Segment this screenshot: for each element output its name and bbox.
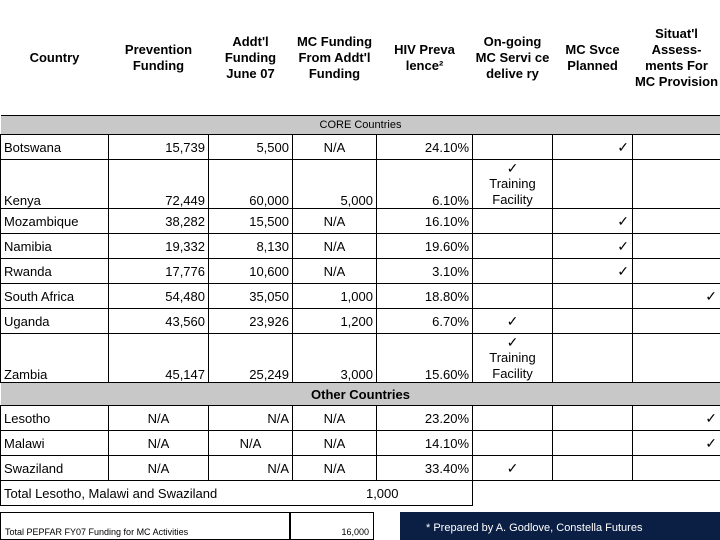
credit-banner: * Prepared by A. Godlove, Constella Futures <box>400 512 720 540</box>
table-row <box>1 234 720 259</box>
cell-planned <box>553 406 633 431</box>
cell-assess <box>633 334 720 383</box>
cell-mc: 1,000 <box>293 284 377 309</box>
footer <box>0 512 720 540</box>
cell-assess <box>633 209 720 234</box>
cell-addtl: 23,926 <box>209 309 293 334</box>
cell-hiv: 6.70% <box>377 309 473 334</box>
section-other <box>1 383 720 406</box>
check-icon: ✓ <box>473 309 553 334</box>
cell-planned <box>553 334 633 383</box>
cell-mc: N/A <box>293 456 377 481</box>
total-lms-value: 1,000 <box>293 481 473 506</box>
cell-planned <box>553 431 633 456</box>
cell-country: Rwanda <box>1 259 109 284</box>
cell-prevention: 15,739 <box>109 135 209 160</box>
cell-prevention: N/A <box>109 456 209 481</box>
cell-assess <box>633 259 720 284</box>
cell-mc: 3,000 <box>293 334 377 383</box>
cell-hiv: 18.80% <box>377 284 473 309</box>
cell-hiv: 24.10% <box>377 135 473 160</box>
check-icon: ✓ <box>633 406 720 431</box>
cell-country: Lesotho <box>1 406 109 431</box>
cell-addtl: 15,500 <box>209 209 293 234</box>
cell-assess <box>633 456 720 481</box>
cell-ongoing <box>473 160 553 209</box>
cell-ongoing <box>473 431 553 456</box>
cell-addtl: N/A <box>209 431 293 456</box>
cell-prevention: 17,776 <box>109 259 209 284</box>
header-assessments: Situat'l Assess- ments For MC Provision <box>633 0 720 116</box>
cell-hiv: 33.40% <box>377 456 473 481</box>
header-row <box>1 0 720 116</box>
check-icon: ✓ <box>506 160 519 176</box>
cell-addtl: 5,500 <box>209 135 293 160</box>
training-facility-label: Training Facility <box>489 350 536 381</box>
check-icon: ✓ <box>553 209 633 234</box>
cell-ongoing <box>473 406 553 431</box>
cell-country: Namibia <box>1 234 109 259</box>
table-row <box>1 406 720 431</box>
cell-addtl: N/A <box>209 456 293 481</box>
header-mc-planned: MC Svce Planned <box>553 0 633 116</box>
cell-hiv: 15.60% <box>377 334 473 383</box>
cell-addtl: 60,000 <box>209 160 293 209</box>
cell-prevention: 43,560 <box>109 309 209 334</box>
header-hiv-prevalence: HIV Preva lence² <box>377 0 473 116</box>
section-other-label: Other Countries <box>1 383 720 406</box>
cell-planned <box>553 309 633 334</box>
training-facility-label: Training Facility <box>489 176 536 207</box>
cell-addtl: 10,600 <box>209 259 293 284</box>
header-prevention: Prevention Funding <box>109 0 209 116</box>
table-row <box>1 135 720 160</box>
cell-ongoing <box>473 234 553 259</box>
cell-prevention: 45,147 <box>109 334 209 383</box>
section-core-label: CORE Countries <box>1 116 720 135</box>
check-icon: ✓ <box>473 456 553 481</box>
total-lms-label: Total Lesotho, Malawi and Swaziland <box>1 481 293 506</box>
table-row <box>1 284 720 309</box>
check-icon: ✓ <box>553 135 633 160</box>
total-lms-row <box>1 481 720 506</box>
header-mc-funding: MC Funding From Addt'l Funding <box>293 0 377 116</box>
cell-assess <box>633 309 720 334</box>
table-row <box>1 160 720 209</box>
cell-planned <box>553 456 633 481</box>
cell-prevention: 19,332 <box>109 234 209 259</box>
cell-assess <box>633 135 720 160</box>
cell-country: Malawi <box>1 431 109 456</box>
table-row <box>1 431 720 456</box>
cell-prevention: N/A <box>109 406 209 431</box>
cell-mc: N/A <box>293 259 377 284</box>
header-country: Country <box>1 0 109 116</box>
check-icon: ✓ <box>633 284 720 309</box>
table-row <box>1 259 720 284</box>
cell-country: Kenya <box>1 160 109 209</box>
cell-country: Botswana <box>1 135 109 160</box>
total-pepfar-label: Total PEPFAR FY07 Funding for MC Activities <box>0 512 290 540</box>
cell-country: South Africa <box>1 284 109 309</box>
table-row <box>1 334 720 383</box>
cell-country: Swaziland <box>1 456 109 481</box>
cell-ongoing <box>473 284 553 309</box>
cell-mc: N/A <box>293 234 377 259</box>
cell-mc: N/A <box>293 209 377 234</box>
cell-addtl: 35,050 <box>209 284 293 309</box>
section-core <box>1 116 720 135</box>
cell-hiv: 16.10% <box>377 209 473 234</box>
cell-mc: 1,200 <box>293 309 377 334</box>
cell-ongoing <box>473 259 553 284</box>
cell-ongoing <box>473 135 553 160</box>
header-addtl-funding: Addt'l Funding June 07 <box>209 0 293 116</box>
cell-ongoing <box>473 209 553 234</box>
check-icon: ✓ <box>553 234 633 259</box>
table-row <box>1 309 720 334</box>
cell-addtl: N/A <box>209 406 293 431</box>
cell-assess <box>633 160 720 209</box>
cell-planned <box>553 160 633 209</box>
cell-hiv: 19.60% <box>377 234 473 259</box>
cell-mc: N/A <box>293 406 377 431</box>
cell-country: Mozambique <box>1 209 109 234</box>
check-icon: ✓ <box>633 431 720 456</box>
cell-ongoing <box>473 334 553 383</box>
total-pepfar-value: 16,000 <box>290 512 374 540</box>
table-row <box>1 209 720 234</box>
cell-prevention: 38,282 <box>109 209 209 234</box>
cell-hiv: 6.10% <box>377 160 473 209</box>
cell-assess <box>633 234 720 259</box>
check-icon: ✓ <box>553 259 633 284</box>
check-icon: ✓ <box>506 334 519 350</box>
cell-addtl: 8,130 <box>209 234 293 259</box>
cell-prevention: N/A <box>109 431 209 456</box>
cell-hiv: 14.10% <box>377 431 473 456</box>
cell-prevention: 54,480 <box>109 284 209 309</box>
cell-mc: N/A <box>293 135 377 160</box>
header-ongoing-mc: On-going MC Servi ce delive ry <box>473 0 553 116</box>
table-row <box>1 456 720 481</box>
cell-country: Uganda <box>1 309 109 334</box>
cell-mc: 5,000 <box>293 160 377 209</box>
cell-country: Zambia <box>1 334 109 383</box>
cell-prevention: 72,449 <box>109 160 209 209</box>
cell-planned <box>553 284 633 309</box>
cell-addtl: 25,249 <box>209 334 293 383</box>
cell-mc: N/A <box>293 431 377 456</box>
cell-hiv: 3.10% <box>377 259 473 284</box>
cell-hiv: 23.20% <box>377 406 473 431</box>
